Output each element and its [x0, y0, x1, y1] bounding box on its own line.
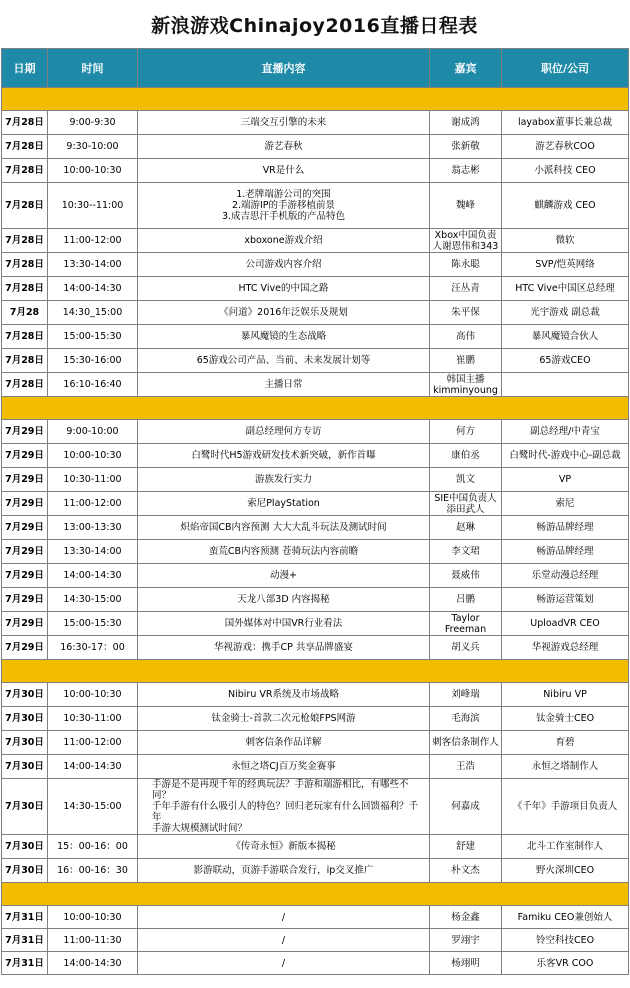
position-cell: 北斗工作室制作人	[502, 835, 629, 859]
guest-cell: 汪丛青	[430, 277, 502, 301]
guest-cell: 王浩	[430, 755, 502, 779]
guest-cell: 何方	[430, 420, 502, 444]
guest-cell	[430, 612, 502, 636]
time-cell: 10:00-10:30	[48, 444, 138, 468]
content-cell: 索尼PlayStation	[138, 492, 430, 516]
position-cell: Famiku CEO兼创始人	[502, 906, 629, 929]
guest-cell: 刺客信条制作人	[430, 731, 502, 755]
date-cell: 7月28	[2, 301, 48, 325]
text-line: 手游是不是再现千年的经典玩法？手游和端游相比，有哪些不同？	[152, 779, 409, 801]
content-cell: 钛金骑士-首款二次元枪娘FPS网游	[138, 707, 430, 731]
position-cell: UploadVR CEO	[502, 612, 629, 636]
table-row	[2, 540, 629, 564]
date-cell: 7月28日	[2, 325, 48, 349]
table-row	[2, 731, 629, 755]
schedule-body	[2, 88, 629, 975]
guest-cell: 康伯丞	[430, 444, 502, 468]
time-cell: 10:00-10:30	[48, 683, 138, 707]
date-cell: 7月29日	[2, 492, 48, 516]
guest-cell: 聂威伟	[430, 564, 502, 588]
guest-cell	[430, 492, 502, 516]
position-cell: 畅游品牌经理	[502, 516, 629, 540]
time-cell: 14:00-14:30	[48, 564, 138, 588]
header-content: 直播内容	[138, 49, 430, 88]
text-line: 韩国主播	[446, 373, 485, 385]
content-cell	[138, 183, 430, 229]
position-cell: 乐堂动漫总经理	[502, 564, 629, 588]
position-cell: 畅游运营策划	[502, 588, 629, 612]
content-cell: 主播日常	[138, 373, 430, 397]
guest-cell: 朱平保	[430, 301, 502, 325]
position-cell: 小派科技 CEO	[502, 159, 629, 183]
separator-cell	[2, 397, 629, 420]
table-row	[2, 755, 629, 779]
content-cell: 公司游戏内容介绍	[138, 253, 430, 277]
guest-cell: 魏峰	[430, 183, 502, 229]
separator-cell	[2, 660, 629, 683]
content-cell	[138, 779, 430, 835]
position-cell: 钛金骑士CEO	[502, 707, 629, 731]
time-cell: 16：00-16：30	[48, 859, 138, 883]
date-cell: 7月28日	[2, 349, 48, 373]
separator-cell	[2, 883, 629, 906]
time-cell: 16:10-16:40	[48, 373, 138, 397]
table-row	[2, 444, 629, 468]
position-cell: 65游戏CEO	[502, 349, 629, 373]
time-cell: 14:00-14:30	[48, 952, 138, 975]
time-cell: 13:30-14:00	[48, 253, 138, 277]
time-cell: 11:00-12:00	[48, 731, 138, 755]
content-cell: 动漫+	[138, 564, 430, 588]
guest-cell: 刘峰瑞	[430, 683, 502, 707]
guest-cell: 杨金鑫	[430, 906, 502, 929]
time-cell: 14:30-15:00	[48, 779, 138, 835]
table-row	[2, 952, 629, 975]
position-cell: 永恒之塔制作人	[502, 755, 629, 779]
date-cell: 7月29日	[2, 588, 48, 612]
content-cell: 国外媒体对中国VR行业看法	[138, 612, 430, 636]
content-cell: VR是什么	[138, 159, 430, 183]
date-cell: 7月30日	[2, 731, 48, 755]
date-cell: 7月31日	[2, 952, 48, 975]
guest-cell: 高伟	[430, 325, 502, 349]
date-cell: 7月28日	[2, 111, 48, 135]
guest-cell	[430, 373, 502, 397]
date-cell: 7月29日	[2, 468, 48, 492]
content-cell: HTC Vive的中国之路	[138, 277, 430, 301]
date-cell: 7月29日	[2, 564, 48, 588]
text-line: Xbox中国负责	[434, 229, 497, 241]
table-row	[2, 779, 629, 835]
content-cell: /	[138, 906, 430, 929]
position-cell: HTC Vive中国区总经理	[502, 277, 629, 301]
time-cell: 15:00-15:30	[48, 325, 138, 349]
guest-cell: 谢成鸿	[430, 111, 502, 135]
header-row	[2, 49, 629, 88]
guest-cell: 赵琳	[430, 516, 502, 540]
content-cell: 天龙八部3D 内容揭秘	[138, 588, 430, 612]
guest-cell: 朴文杰	[430, 859, 502, 883]
time-cell: 14:00-14:30	[48, 277, 138, 301]
table-row	[2, 588, 629, 612]
table-row	[2, 349, 629, 373]
page-title: 新浪游戏Chinajoy2016直播日程表	[151, 14, 478, 37]
guest-cell: 陈永聪	[430, 253, 502, 277]
time-cell: 15:00-15:30	[48, 612, 138, 636]
position-cell: 副总经理/中青宝	[502, 420, 629, 444]
time-cell: 10:00-10:30	[48, 906, 138, 929]
guest-cell: 胡义兵	[430, 636, 502, 660]
date-cell: 7月31日	[2, 929, 48, 952]
day-separator	[2, 88, 629, 111]
content-cell: 65游戏公司产品、当前、未来发展计划等	[138, 349, 430, 373]
table-row	[2, 468, 629, 492]
table-row	[2, 253, 629, 277]
time-cell: 10:30--11:00	[48, 183, 138, 229]
position-cell: 华视游戏总经理	[502, 636, 629, 660]
content-cell: 游族发行实力	[138, 468, 430, 492]
date-cell: 7月28日	[2, 253, 48, 277]
text-line: 人谢恩伟和343	[432, 240, 499, 252]
date-cell: 7月28日	[2, 277, 48, 301]
time-cell: 15:30-16:00	[48, 349, 138, 373]
time-cell: 14:00-14:30	[48, 755, 138, 779]
position-cell: 《千年》手游项目负责人	[502, 779, 629, 835]
date-cell: 7月30日	[2, 707, 48, 731]
position-cell: 乐客VR COO	[502, 952, 629, 975]
schedule-table	[1, 48, 629, 975]
guest-cell: 舒建	[430, 835, 502, 859]
text-line: 手游大规模测试时间？	[152, 823, 248, 834]
content-cell: 蛮荒CB内容预测 苍骑玩法内容前瞻	[138, 540, 430, 564]
table-row	[2, 277, 629, 301]
time-cell: 16:30-17：00	[48, 636, 138, 660]
table-row	[2, 420, 629, 444]
guest-cell: 翁志彬	[430, 159, 502, 183]
text-line: 1.老牌端游公司的突围	[236, 189, 331, 200]
content-cell: 华视游戏：携手CP 共享品牌盛宴	[138, 636, 430, 660]
date-cell: 7月30日	[2, 779, 48, 835]
text-line: Freeman	[444, 623, 487, 635]
date-cell: 7月29日	[2, 516, 48, 540]
time-cell: 11:00-12:00	[48, 492, 138, 516]
text-line: kimminyoung	[433, 384, 498, 396]
time-cell: 14:30-15:00	[48, 588, 138, 612]
guest-cell: 杨翊明	[430, 952, 502, 975]
content-cell: 三端交互引擎的未来	[138, 111, 430, 135]
position-cell: 白鹭时代-游戏中心-副总裁	[502, 444, 629, 468]
position-cell: 微软	[502, 229, 629, 253]
position-cell: 暴风魔镜合伙人	[502, 325, 629, 349]
table-row	[2, 835, 629, 859]
text-line: 2.端游IP的手游移植前景	[231, 200, 336, 211]
guest-cell: 毛海滨	[430, 707, 502, 731]
time-cell: 9:00-10:00	[48, 420, 138, 444]
date-cell: 7月30日	[2, 835, 48, 859]
schedule-sheet	[1, 0, 628, 975]
table-row	[2, 492, 629, 516]
time-cell: 11:00-11:30	[48, 929, 138, 952]
time-cell: 10:00-10:30	[48, 159, 138, 183]
guest-cell: 何嘉成	[430, 779, 502, 835]
time-cell: 11:00-12:00	[48, 229, 138, 253]
table-row	[2, 301, 629, 325]
table-row	[2, 636, 629, 660]
guest-cell	[430, 229, 502, 253]
table-row	[2, 906, 629, 929]
content-cell: 影游联动，页游手游联合发行，ip交叉推广	[138, 859, 430, 883]
content-cell: 游艺春秋	[138, 135, 430, 159]
time-cell: 13:00-13:30	[48, 516, 138, 540]
text-line: 3.成吉思汗手机版的产品特色	[221, 211, 346, 222]
header-date: 日期	[2, 49, 48, 88]
content-cell: 《问道》2016年泛娱乐及规划	[138, 301, 430, 325]
date-cell: 7月29日	[2, 444, 48, 468]
date-cell: 7月29日	[2, 636, 48, 660]
date-cell: 7月28日	[2, 229, 48, 253]
position-cell: 铃空科技CEO	[502, 929, 629, 952]
guest-cell: 凯文	[430, 468, 502, 492]
position-cell: 索尼	[502, 492, 629, 516]
position-cell	[502, 373, 629, 397]
table-row	[2, 159, 629, 183]
header-time: 时间	[48, 49, 138, 88]
time-cell: 14:30_15:00	[48, 301, 138, 325]
table-row	[2, 683, 629, 707]
position-cell: layabox董事长兼总裁	[502, 111, 629, 135]
content-cell: 刺客信条作品详解	[138, 731, 430, 755]
date-cell: 7月28日	[2, 373, 48, 397]
table-row	[2, 707, 629, 731]
content-cell: 炽焰帝国CB内容预测 大大大乱斗玩法及测试时间	[138, 516, 430, 540]
content-cell: /	[138, 952, 430, 975]
position-cell: VP	[502, 468, 629, 492]
time-cell: 9:30-10:00	[48, 135, 138, 159]
position-cell: 畅游品牌经理	[502, 540, 629, 564]
position-cell: Nibiru VP	[502, 683, 629, 707]
position-cell: 游艺春秋COO	[502, 135, 629, 159]
day-separator	[2, 660, 629, 683]
time-cell: 10:30-11:00	[48, 707, 138, 731]
guest-cell: 罗翊宇	[430, 929, 502, 952]
table-row	[2, 516, 629, 540]
day-separator	[2, 883, 629, 906]
table-row	[2, 111, 629, 135]
table-row	[2, 135, 629, 159]
date-cell: 7月28日	[2, 135, 48, 159]
guest-cell: 吕鹏	[430, 588, 502, 612]
content-cell: 白鹭时代H5游戏研发技术新突破，新作首曝	[138, 444, 430, 468]
time-cell: 9:00-9:30	[48, 111, 138, 135]
position-cell: 光宇游戏 副总裁	[502, 301, 629, 325]
day-separator	[2, 397, 629, 420]
guest-cell: 张新敬	[430, 135, 502, 159]
date-cell: 7月29日	[2, 420, 48, 444]
position-cell: 麒麟游戏 CEO	[502, 183, 629, 229]
date-cell: 7月30日	[2, 859, 48, 883]
content-cell: /	[138, 929, 430, 952]
date-cell: 7月31日	[2, 906, 48, 929]
header-position: 职位/公司	[502, 49, 629, 88]
date-cell: 7月30日	[2, 755, 48, 779]
time-cell: 13:30-14:00	[48, 540, 138, 564]
guest-cell: 崔鹏	[430, 349, 502, 373]
position-cell: 育碧	[502, 731, 629, 755]
header-guest: 嘉宾	[430, 49, 502, 88]
text-line: 千年手游有什么吸引人的特色？回归老玩家有什么回馈福利？千年	[152, 801, 419, 823]
text-line: 添田武人	[446, 503, 485, 515]
content-cell: Nibiru VR系统及市场战略	[138, 683, 430, 707]
text-line: Taylor	[451, 612, 480, 624]
date-cell: 7月30日	[2, 683, 48, 707]
table-row	[2, 612, 629, 636]
content-cell: 《传奇永恒》新版本揭秘	[138, 835, 430, 859]
table-row	[2, 183, 629, 229]
table-row	[2, 325, 629, 349]
text-line: SIE中国负责人	[434, 492, 497, 504]
position-cell: SVP/恺英网络	[502, 253, 629, 277]
date-cell: 7月29日	[2, 612, 48, 636]
table-row	[2, 929, 629, 952]
table-row	[2, 859, 629, 883]
table-row	[2, 373, 629, 397]
table-row	[2, 564, 629, 588]
time-cell: 10:30-11:00	[48, 468, 138, 492]
content-cell: xboxone游戏介绍	[138, 229, 430, 253]
content-cell: 副总经理何方专访	[138, 420, 430, 444]
date-cell: 7月28日	[2, 183, 48, 229]
time-cell: 15：00-16：00	[48, 835, 138, 859]
content-cell: 暴风魔镜的生态战略	[138, 325, 430, 349]
separator-cell	[2, 88, 629, 111]
date-cell: 7月29日	[2, 540, 48, 564]
content-cell: 永恒之塔CJ百万奖金赛事	[138, 755, 430, 779]
date-cell: 7月28日	[2, 159, 48, 183]
guest-cell: 李文珺	[430, 540, 502, 564]
position-cell: 野火深圳CEO	[502, 859, 629, 883]
table-row	[2, 229, 629, 253]
